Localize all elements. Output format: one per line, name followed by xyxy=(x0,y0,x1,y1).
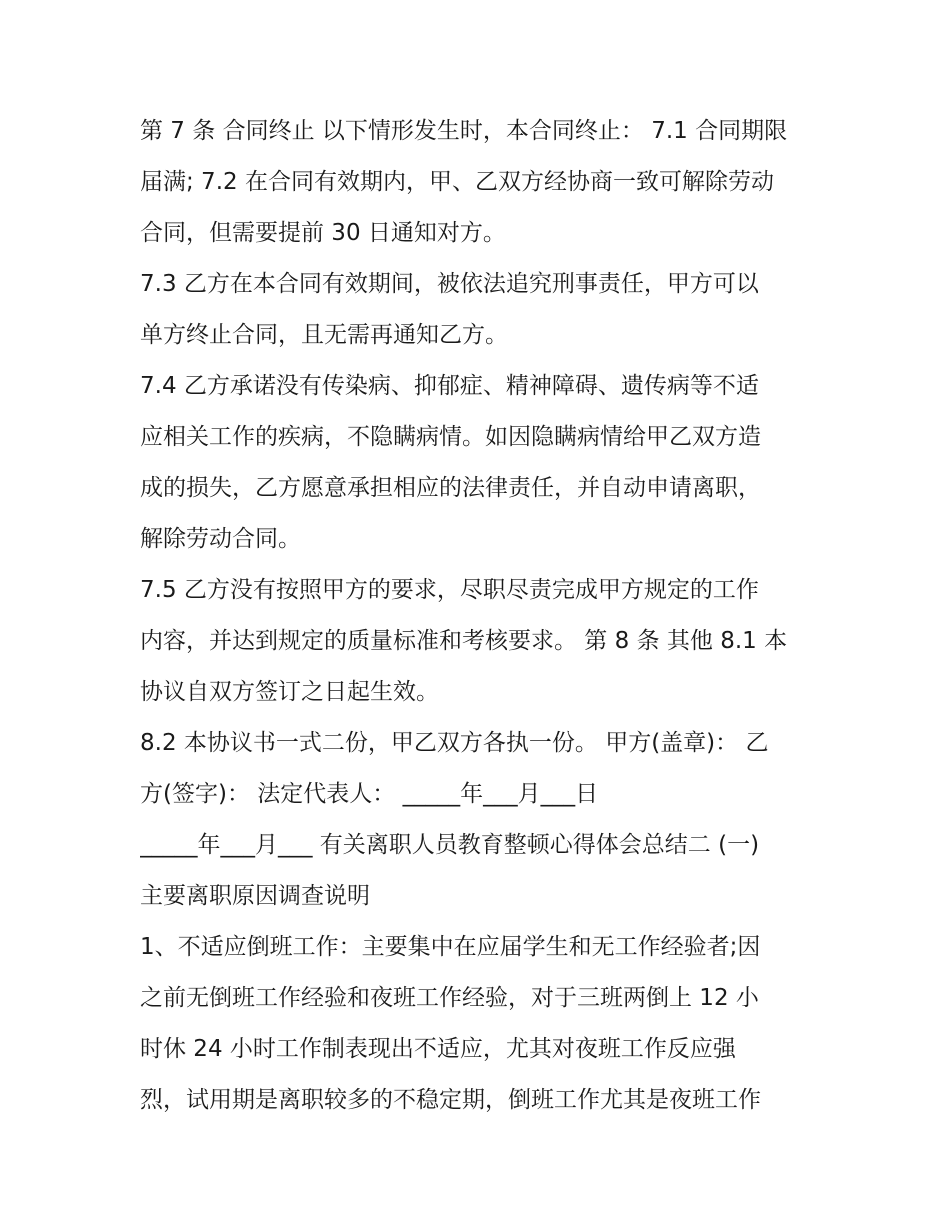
text-line-16: 主要离职原因调查说明 xyxy=(140,883,370,909)
text-line-5: 单方终止合同，且无需再通知乙方。 xyxy=(140,322,508,348)
text-line-8: 成的损失，乙方愿意承担相应的法律责任，并自动申请离职， xyxy=(140,475,761,501)
text-line-9: 解除劳动合同。 xyxy=(140,526,301,552)
text-line-1: 第 7 条 合同终止 以下情形发生时，本合同终止： 7.1 合同期限 xyxy=(140,118,788,144)
document-body xyxy=(140,106,820,1126)
text-line-18: 之前无倒班工作经验和夜班工作经验，对于三班两倒上 12 小 xyxy=(140,985,759,1011)
text-line-15: _____年___月___ 有关离职人员教育整顿心得体会总结二 (一) xyxy=(140,832,760,858)
text-line-2: 届满; 7.2 在合同有效期内，甲、乙双方经协商一致可解除劳动 xyxy=(140,169,774,195)
text-line-11: 内容，并达到规定的质量标准和考核要求。 第 8 条 其他 8.1 本 xyxy=(140,628,788,654)
text-line-4: 7.3 乙方在本合同有效期间，被依法追究刑事责任，甲方可以 xyxy=(140,271,759,297)
text-line-13: 8.2 本协议书一式二份，甲乙双方各执一份。 甲方(盖章)： 乙 xyxy=(140,730,769,756)
text-line-17: 1、不适应倒班工作：主要集中在应届学生和无工作经验者;因 xyxy=(140,934,761,960)
text-line-7: 应相关工作的疾病，不隐瞒病情。如因隐瞒病情给甲乙双方造 xyxy=(140,424,761,450)
text-line-6: 7.4 乙方承诺没有传染病、抑郁症、精神障碍、遗传病等不适 xyxy=(140,373,759,399)
text-line-10: 7.5 乙方没有按照甲方的要求，尽职尽责完成甲方规定的工作 xyxy=(140,577,759,603)
text-line-14: 方(签字)： 法定代表人： _____年___月___日 xyxy=(140,781,599,807)
text-line-20: 烈，试用期是离职较多的不稳定期，倒班工作尤其是夜班工作 xyxy=(140,1087,761,1113)
text-line-12: 协议自双方签订之日起生效。 xyxy=(140,679,439,705)
text-line-19: 时休 24 小时工作制表现出不适应，尤其对夜班工作反应强 xyxy=(140,1036,736,1062)
text-line-3: 合同，但需要提前 30 日通知对方。 xyxy=(140,220,506,246)
